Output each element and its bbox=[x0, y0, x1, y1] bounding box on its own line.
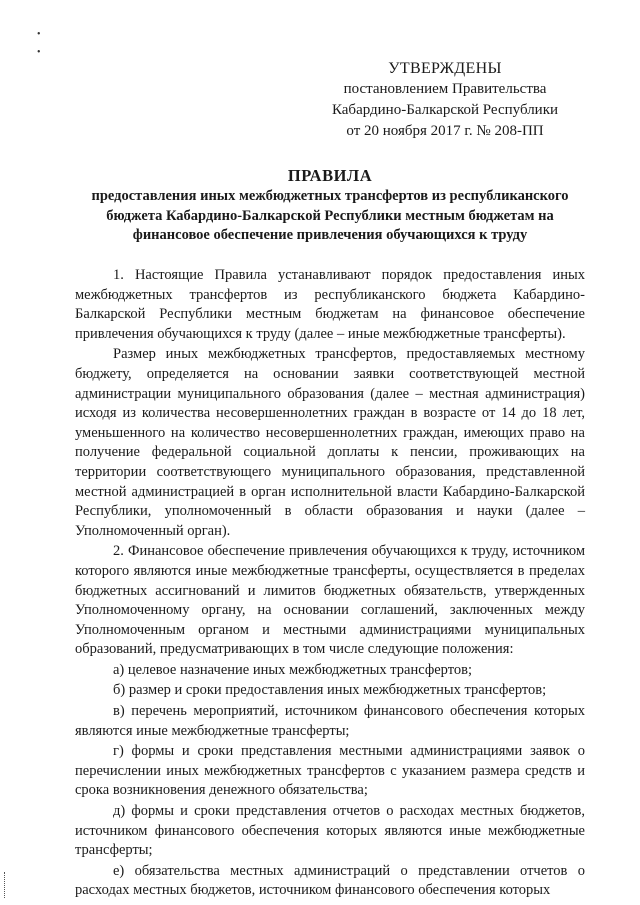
paragraph: д) формы и сроки представления отчетов о расходах местных бюджетов, источником финансового обеспечения которых являются иные межбюджетные трансферты; bbox=[75, 803, 585, 859]
approval-line: от 20 ноября 2017 г. № 208-ПП bbox=[346, 123, 544, 139]
scan-dot: • bbox=[37, 29, 41, 40]
title-subtitle: предоставления иных межбюджетных трансфертов из республиканского бюджета Кабардино-Балкарской Республики местным бюджетам на финансовое обеспечение привлечения обучающихся к труду bbox=[91, 188, 569, 243]
paragraph: г) формы и сроки представления местными администрациями заявок о перечислении иных межбюджетных трансфертов с указанием размера средств и срока возникновения денежного обязательства; bbox=[75, 743, 585, 799]
approval-stamp bbox=[320, 58, 570, 142]
document-title bbox=[80, 165, 580, 246]
scan-dot: • bbox=[37, 47, 41, 58]
approval-line: постановлением Правительства bbox=[343, 81, 547, 97]
paragraph: 2. Финансовое обеспечение привлечения обучающихся к труду, источником которого являются иные межбюджетные трансферты, осуществляется в пределах бюджетных ассигнований и лимитов бюджетных обязательств, утвержденных Уполномоченному органу, на основании соглашений, заключенных между Уполномоченным органом и местными администрациями муниципальных образований, предусматривающих в том числе следующие положения: bbox=[75, 543, 585, 658]
approval-line: Кабардино-Балкарской Республики bbox=[331, 102, 559, 118]
scan-edge-mark bbox=[4, 872, 8, 898]
paragraph: 1. Настоящие Правила устанавливают порядок предоставления иных межбюджетных трансфертов из республиканского бюджета Кабардино-Балкарской Республики местным бюджетам на финансовое обеспечение привлечения обучающихся к труду (далее – иные межбюджетные трансферты). bbox=[75, 267, 585, 342]
paragraph: е) обязательства местных администраций о представлении отчетов о расходах местных бюджетов, источником финансового обеспечения которых bbox=[75, 862, 585, 899]
paragraph: Размер иных межбюджетных трансфертов, предоставляемых местному бюджету, определяется на основании заявки соответствующей местной администрации муниципального образования (далее – местная администрация) исходя из количества несовершеннолетних граждан в возрасте от 14 до 18 лет, уменьшенного на количество несовершеннолетних граждан, имеющих право на получение федеральной социальной доплаты к пенсии, проживающих на территории соответствующего муниципального образования, представленной местной администрацией в орган исполнительной власти Кабардино-Балкарской Республики, уполномоченный в области образования и науки (далее – Уполномоченный орган). bbox=[75, 346, 585, 539]
document-body bbox=[75, 266, 585, 901]
paragraph: б) размер и сроки предоставления иных межбюджетных трансфертов; bbox=[113, 682, 547, 699]
approval-heading: УТВЕРЖДЕНЫ bbox=[388, 60, 502, 77]
title-main: ПРАВИЛА bbox=[287, 166, 373, 185]
paragraph: в) перечень мероприятий, источником финансового обеспечения которых являются иные межбюджетные трансферты; bbox=[75, 703, 585, 739]
paragraph: а) целевое назначение иных межбюджетных трансфертов; bbox=[113, 661, 472, 678]
